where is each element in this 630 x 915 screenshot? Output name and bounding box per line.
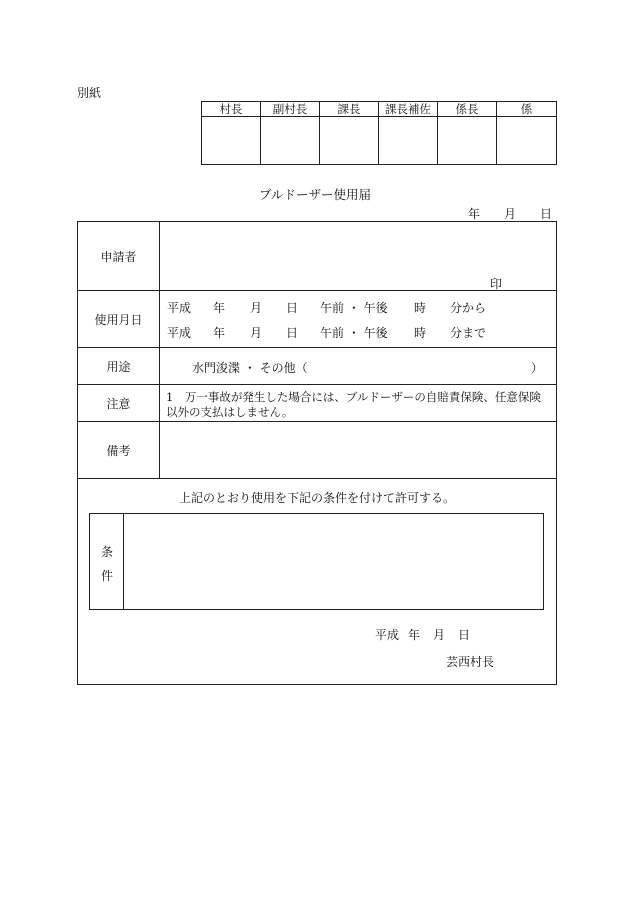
day-unit: 日 — [286, 301, 299, 315]
date-day-unit: 日 — [540, 207, 553, 221]
notice-row — [78, 385, 556, 422]
permission-date[interactable] — [375, 626, 485, 642]
approval-header: 副村長 — [261, 102, 320, 117]
issuer: 芸西村長 — [446, 655, 495, 669]
notice-text — [160, 385, 556, 421]
permission-statement: 上記のとおり使用を下記の条件を付けて許可する。 — [178, 491, 455, 505]
minute-from: 分から — [450, 301, 487, 315]
remarks-label: 備考 — [78, 422, 160, 478]
month-unit: 月 — [250, 301, 263, 315]
era: 平成 — [375, 628, 400, 642]
usage-date-label: 使用月日 — [78, 291, 160, 347]
approval-stamp-cell[interactable] — [379, 117, 438, 164]
month-unit: 月 — [433, 628, 446, 642]
era: 平成 — [167, 301, 192, 315]
applicant-row — [78, 222, 556, 291]
conditions-field[interactable] — [124, 514, 543, 609]
seal-mark: 印 — [490, 277, 503, 291]
approval-header: 係 — [497, 102, 556, 117]
month-unit: 月 — [250, 326, 263, 340]
approval-stamp-cell[interactable] — [320, 117, 379, 164]
date-year-unit: 年 — [468, 207, 481, 221]
conditions-box — [89, 513, 544, 610]
annex-label: 別紙 — [77, 86, 102, 100]
purpose-options[interactable]: 水門浚渫 ・ その他（ — [192, 361, 308, 375]
am-pm-choice[interactable]: 午前 ・ 午後 — [320, 301, 388, 315]
conditions-label — [90, 514, 124, 609]
usage-date-row — [78, 291, 556, 348]
notice-line-2: 以外の支払はしません。 — [166, 405, 294, 419]
conditions-label-char-1: 条 — [101, 545, 114, 559]
approval-header: 係長 — [438, 102, 497, 117]
purpose-field[interactable] — [160, 348, 556, 384]
approval-stamp-table — [201, 101, 557, 165]
remarks-row — [78, 422, 556, 479]
purpose-label: 用途 — [78, 348, 160, 384]
date-month-unit: 月 — [504, 207, 517, 221]
purpose-close-paren: ） — [531, 361, 544, 375]
year-unit: 年 — [213, 301, 226, 315]
day-unit: 日 — [458, 628, 471, 642]
approval-stamp-cell[interactable] — [497, 117, 556, 164]
hour-unit: 時 — [414, 326, 427, 340]
hour-unit: 時 — [414, 301, 427, 315]
day-unit: 日 — [286, 326, 299, 340]
applicant-label: 申請者 — [78, 222, 160, 290]
approval-stamp-cell[interactable] — [202, 117, 261, 164]
year-unit: 年 — [408, 628, 421, 642]
approval-stamp-cell[interactable] — [261, 117, 320, 164]
form-title: ブルドーザー使用届 — [258, 187, 371, 202]
notice-line-1: 1 万一事故が発生した場合には、ブルドーザーの自賠責保険、任意保険 — [166, 390, 541, 404]
minute-until: 分まで — [450, 326, 487, 340]
approval-header: 課長 — [320, 102, 379, 117]
era: 平成 — [167, 326, 192, 340]
usage-date-field[interactable] — [160, 291, 556, 347]
applicant-field[interactable] — [160, 222, 556, 290]
year-unit: 年 — [213, 326, 226, 340]
application-form — [77, 221, 557, 685]
approval-header: 課長補佐 — [379, 102, 438, 117]
remarks-field[interactable] — [160, 422, 556, 478]
am-pm-choice[interactable]: 午前 ・ 午後 — [320, 326, 388, 340]
approval-header: 村長 — [202, 102, 261, 117]
approval-stamp-cell[interactable] — [438, 117, 497, 164]
conditions-label-char-2: 件 — [101, 569, 114, 583]
notice-label: 注意 — [78, 385, 160, 421]
purpose-row — [78, 348, 556, 385]
